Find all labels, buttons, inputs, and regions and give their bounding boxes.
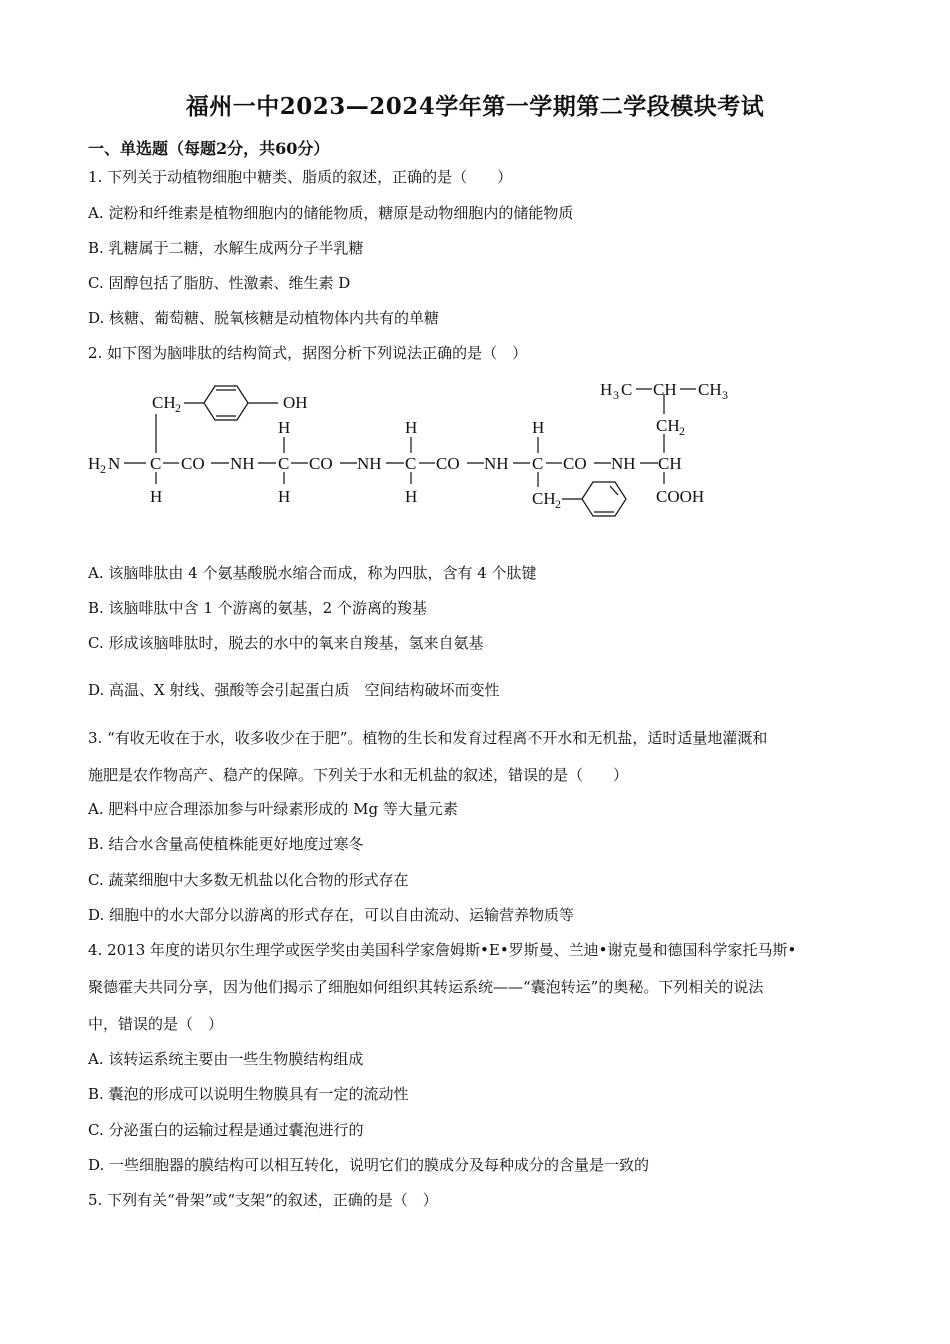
question-2-option-c: C. 形成该脑啡肽时，脱去的水中的氧来自羧基，氢来自氨基 xyxy=(88,634,484,652)
ch2-5-sub: 2 xyxy=(679,424,685,438)
question-2-option-b: B. 该脑啡肽中含 1 个游离的氨基，2 个游离的羧基 xyxy=(88,599,427,617)
section-heading: 一、单选题（每题2分，共60分） xyxy=(88,139,330,158)
h3c-sub: 3 xyxy=(613,388,619,402)
question-1-option-a: A. 淀粉和纤维素是植物细胞内的储能物质，糖原是动物细胞内的储能物质 xyxy=(88,204,574,222)
question-4-option-a: A. 该转运系统主要由一些生物膜结构组成 xyxy=(88,1050,364,1068)
hydrogen-3-top: H xyxy=(405,418,418,437)
ch2-4-sub: 2 xyxy=(555,497,561,511)
h3c-h: H xyxy=(600,380,613,399)
branch-ch: CH xyxy=(653,380,677,399)
question-2-option-a: A. 该脑啡肽由 4 个氨基酸脱水缩合而成，称为四肽，含有 4 个肽键 xyxy=(88,564,537,582)
amide-nh-1: NH xyxy=(230,454,255,473)
ch2-1-c: CH xyxy=(152,393,176,412)
hydroxyl-group: OH xyxy=(283,393,308,412)
question-4-stem-line-2: 聚德霍夫共同分享，因为他们揭示了细胞如何组织其转运系统——“囊泡转运”的奥秘。下列相关的说法 xyxy=(88,978,764,996)
question-3-option-c: C. 蔬菜细胞中大多数无机盐以化合物的形式存在 xyxy=(88,871,409,889)
carboxyl-group: COOH xyxy=(656,487,705,506)
carbonyl-2: CO xyxy=(309,454,333,473)
hydrogen-2-top: H xyxy=(278,418,291,437)
question-2-stem: 2. 如下图为脑啡肽的结构简式，据图分析下列说法正确的是（ ） xyxy=(88,344,528,362)
question-3-stem-line-1: 3. “有收无收在于水，收多收少在于肥”。植物的生长和发育过程离不开水和无机盐，适时适量地灌溉和 xyxy=(88,729,768,747)
question-1-option-d: D. 核糖、葡萄糖、脱氧核糖是动植物体内共有的单糖 xyxy=(88,309,440,327)
question-3-stem-line-2: 施肥是农作物高产、稳产的保障。下列关于水和无机盐的叙述，错误的是（ ） xyxy=(88,766,629,784)
question-4-option-b: B. 囊泡的形成可以说明生物膜具有一定的流动性 xyxy=(88,1085,409,1103)
carbonyl-1: CO xyxy=(181,454,205,473)
ch3-c: CH xyxy=(698,380,722,399)
question-3-option-a: A. 肥料中应合理添加参与叶绿素形成的 Mg 等大量元素 xyxy=(88,800,458,818)
question-4-stem-line-3: 中，错误的是（ ） xyxy=(88,1015,224,1033)
alpha-carbon-3: C xyxy=(405,454,417,473)
hydrogen-4-top: H xyxy=(532,418,545,437)
question-4-option-d: D. 一些细胞器的膜结构可以相互转化，说明它们的膜成分及每种成分的含量是一致的 xyxy=(88,1156,650,1174)
question-4-stem-line-1: 4. 2013 年度的诺贝尔生理学或医学奖由美国科学家詹姆斯•E•罗斯曼、兰迪•谢克曼和德国科学家托马斯• xyxy=(88,941,797,959)
question-1-stem: 1. 下列关于动植物细胞中糖类、脂质的叙述，正确的是（ ） xyxy=(88,168,513,186)
page-title: 福州一中2023—2024学年第一学期第二学段模块考试 xyxy=(185,93,765,120)
question-2-option-d: D. 高温、X 射线、强酸等会引起蛋白质 空间结构破坏而变性 xyxy=(88,681,500,699)
amino-terminal-sub: 2 xyxy=(100,462,106,476)
amide-nh-2: NH xyxy=(357,454,382,473)
carbonyl-4: CO xyxy=(563,454,587,473)
alpha-carbon-4: C xyxy=(532,454,544,473)
question-3-option-d: D. 细胞中的水大部分以游离的形式存在，可以自由流动、运输营养物质等 xyxy=(88,906,575,924)
ch2-1-sub: 2 xyxy=(175,401,181,415)
question-1-option-b: B. 乳糖属于二糖，水解生成两分子半乳糖 xyxy=(88,239,364,257)
amide-nh-4: NH xyxy=(611,454,636,473)
ch2-4-c: CH xyxy=(532,489,556,508)
hydrogen-1-bottom: H xyxy=(150,487,163,506)
question-3-option-b: B. 结合水含量高使植株能更好地度过寒冬 xyxy=(88,835,364,853)
amino-terminal-n: N xyxy=(108,454,121,473)
ch2-5-c: CH xyxy=(656,416,680,435)
h3c-c: C xyxy=(621,380,633,399)
question-4-option-c: C. 分泌蛋白的运输过程是通过囊泡进行的 xyxy=(88,1121,364,1139)
alpha-ch-5: CH xyxy=(658,454,682,473)
amino-terminal-h: H xyxy=(88,454,101,473)
hydrogen-2-bottom: H xyxy=(278,487,291,506)
hydrogen-3-bottom: H xyxy=(405,487,418,506)
alpha-carbon-2: C xyxy=(278,454,290,473)
carbonyl-3: CO xyxy=(436,454,460,473)
enkephalin-structure-diagram xyxy=(86,376,766,526)
question-1-option-c: C. 固醇包括了脂肪、性激素、维生素 D xyxy=(88,274,351,292)
amide-nh-3: NH xyxy=(484,454,509,473)
alpha-carbon-1: C xyxy=(150,454,162,473)
ch3-sub: 3 xyxy=(722,388,728,402)
question-5-stem: 5. 下列有关“骨架”或“支架”的叙述，正确的是（ ） xyxy=(88,1191,438,1209)
